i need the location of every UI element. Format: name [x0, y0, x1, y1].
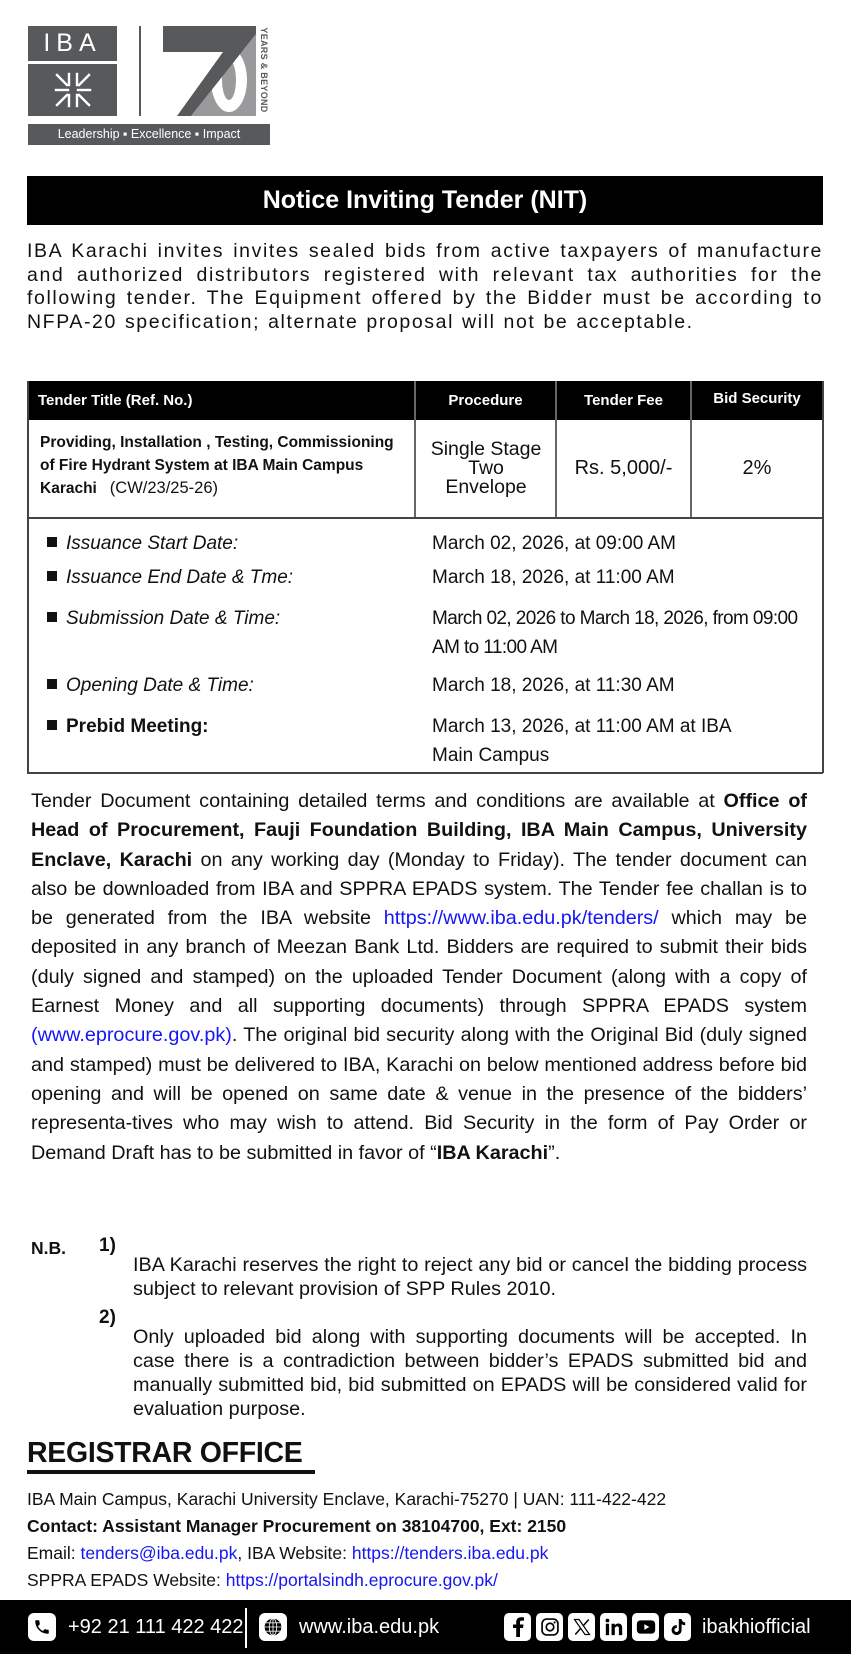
- tenders-website-link[interactable]: https://tenders.iba.edu.pk: [351, 1543, 549, 1563]
- schedule-value-issuance-start: March 02, 2026, at 09:00 AM: [432, 533, 676, 554]
- registrar-title: REGISTRAR OFFICE: [27, 1437, 303, 1469]
- schedule-item-issuance-end: Issuance End Date & Tme:: [47, 563, 293, 592]
- sppra-website-link[interactable]: https://portalsindh.eprocure.gov.pk/: [225, 1570, 498, 1590]
- note-item-2: Only uploaded bid along with supporting documents will be accepted. In case there is a contradiction between bidder’s EPADS submitted bid and manually submitted bid, bid submitted on EPADS will be considered valid for evaluation purpose.: [133, 1326, 807, 1420]
- schedule-value-opening: March 18, 2026, at 11:30 AM: [432, 675, 675, 696]
- schedule-value-prebid: March 13, 2026, at 11:00 AM at IBA Main Campus: [432, 716, 731, 766]
- tender-ref-no: (CW/23/25-26): [109, 479, 218, 497]
- tender-title-text: Providing, Installation , Testing, Commissioning of Fire Hydrant System at IBA Main Campus Karachi: [40, 434, 394, 497]
- schedule-value-issuance-end: March 18, 2026, at 11:00 AM: [432, 567, 675, 588]
- x-icon[interactable]: [568, 1613, 595, 1641]
- note-number: 1): [99, 1235, 116, 1256]
- eprocure-link[interactable]: (www.eprocure.gov.pk): [31, 1024, 232, 1047]
- procurement-office-address: Office of Head of Procurement, Fauji Foundation Building, IBA Main Campus, University Enclave, Karachi: [31, 790, 807, 871]
- registrar-contact: Contact: Assistant Manager Procurement on 38104700, Ext: 2150: [27, 1516, 567, 1536]
- footer-website[interactable]: www.iba.edu.pk: [259, 1600, 439, 1654]
- iba-logo: [28, 24, 273, 146]
- schedule-item-prebid: Prebid Meeting:: [47, 712, 209, 741]
- iba-tenders-link[interactable]: https://www.iba.edu.pk/tenders/: [383, 907, 659, 930]
- table-border-left: [27, 381, 29, 773]
- footer-divider: [245, 1608, 247, 1648]
- note-item-1: IBA Karachi reserves the right to reject any bid or cancel the bidding process subject to relevant provision of SPP Rules 2010.: [133, 1254, 807, 1300]
- email-link[interactable]: tenders@iba.edu.pk: [80, 1543, 238, 1563]
- bullet-icon: [47, 720, 57, 730]
- facebook-icon[interactable]: [504, 1613, 531, 1641]
- note-number: 2): [99, 1307, 116, 1328]
- seventy-years-icon: [163, 24, 256, 116]
- bullet-icon: [47, 571, 57, 581]
- col-header-tender-title: Tender Title (Ref. No.): [38, 392, 193, 409]
- logo-wordmark: IBA: [28, 26, 117, 61]
- footer-phone[interactable]: +92 21 111 422 422: [28, 1600, 244, 1654]
- instagram-icon[interactable]: [536, 1613, 563, 1641]
- logo-divider: [139, 26, 141, 116]
- col-header-procedure: Procedure: [448, 392, 523, 409]
- logo-symbol-icon: [28, 64, 117, 116]
- globe-icon: [259, 1613, 287, 1641]
- table-cell-tender-fee: Rs. 5,000/-: [574, 457, 673, 479]
- youtube-icon[interactable]: [632, 1613, 659, 1641]
- logo-years-beyond: YEARS & BEYOND: [259, 27, 269, 113]
- phone-icon: [28, 1613, 56, 1641]
- bullet-icon: [47, 679, 57, 689]
- table-cell-bid-security: 2%: [742, 457, 772, 479]
- footer-bar: [0, 1600, 851, 1654]
- linkedin-icon[interactable]: [600, 1613, 627, 1641]
- bullet-icon: [47, 537, 57, 547]
- registrar-underline: [27, 1470, 315, 1474]
- row-divider: [27, 517, 823, 519]
- bullet-icon: [47, 612, 57, 622]
- registrar-email-line: Email: tenders@iba.edu.pk, IBA Website: https://tenders.iba.edu.pk: [27, 1543, 549, 1563]
- footer-social: [504, 1600, 811, 1654]
- schedule-item-submission: Submission Date & Time:: [47, 604, 280, 633]
- schedule-item-opening: Opening Date & Time:: [47, 671, 254, 700]
- tender-document-paragraph: Tender Document containing detailed terms and conditions are available at Office of Head of Procurement, Fauji Foundation Building, IBA Main Campus, University Enclave, Karachi on any working day (Monday to Friday). The tender document can also be downloaded from IBA and SPPRA EPADS system. The Tender fee challan is to be generated from the IBA website https://www.iba.edu.pk/tenders/ which may be deposited in any branch of Meezan Bank Ltd. Bidders are required to submit their bids (duly signed and stamped) on the uploaded Tender Document (along with a copy of Earnest Money and all supporting documents) through SPPRA EPADS system (www.eprocure.gov.pk). The original bid security along with the Original Bid (duly signed and stamped) must be delivered to IBA, Karachi on below mentioned address before bid opening and will be opened on same date & venue in the presence of the bidders’ representa-tives who may wish to attend. Bid Security in the form of Pay Order or Demand Draft has to be submitted in favor of “IBA Karachi”.: [31, 790, 807, 1164]
- table-cell-procedure: Single Stage Two Envelope: [430, 438, 542, 498]
- table-row-tender-title: [40, 431, 410, 500]
- schedule-border-bottom: [27, 772, 823, 774]
- tiktok-icon[interactable]: [664, 1613, 691, 1641]
- col-divider: [414, 381, 416, 518]
- page-title: Notice Inviting Tender (NIT): [27, 176, 823, 225]
- col-header-tender-fee: Tender Fee: [584, 392, 663, 409]
- registrar-address: IBA Main Campus, Karachi University Enclave, Karachi-75270 | UAN: 111-422-422: [27, 1489, 667, 1509]
- registrar-sppra-line: SPPRA EPADS Website: https://portalsindh.eprocure.gov.pk/: [27, 1570, 498, 1590]
- logo-tagline: Leadership ▪ Excellence ▪ Impact: [28, 124, 270, 145]
- social-handle: ibakhiofficial: [702, 1615, 811, 1638]
- schedule-value-submission: March 02, 2026 to March 18, 2026, from 09:00 AM to 11:00 AM: [432, 608, 798, 658]
- schedule-item-issuance-start: Issuance Start Date:: [47, 529, 238, 558]
- nb-label: N.B.: [31, 1238, 66, 1258]
- intro-paragraph: IBA Karachi invites invites sealed bids from active taxpayers of manufacture and authorized distributors registered with relevant tax authorities for the following tender. The Equipment offered by the Bidder must be according to NFPA-20 specification; alternate proposal will not be acceptable.: [27, 240, 823, 333]
- col-header-bid-security: Bid Security: [713, 390, 801, 407]
